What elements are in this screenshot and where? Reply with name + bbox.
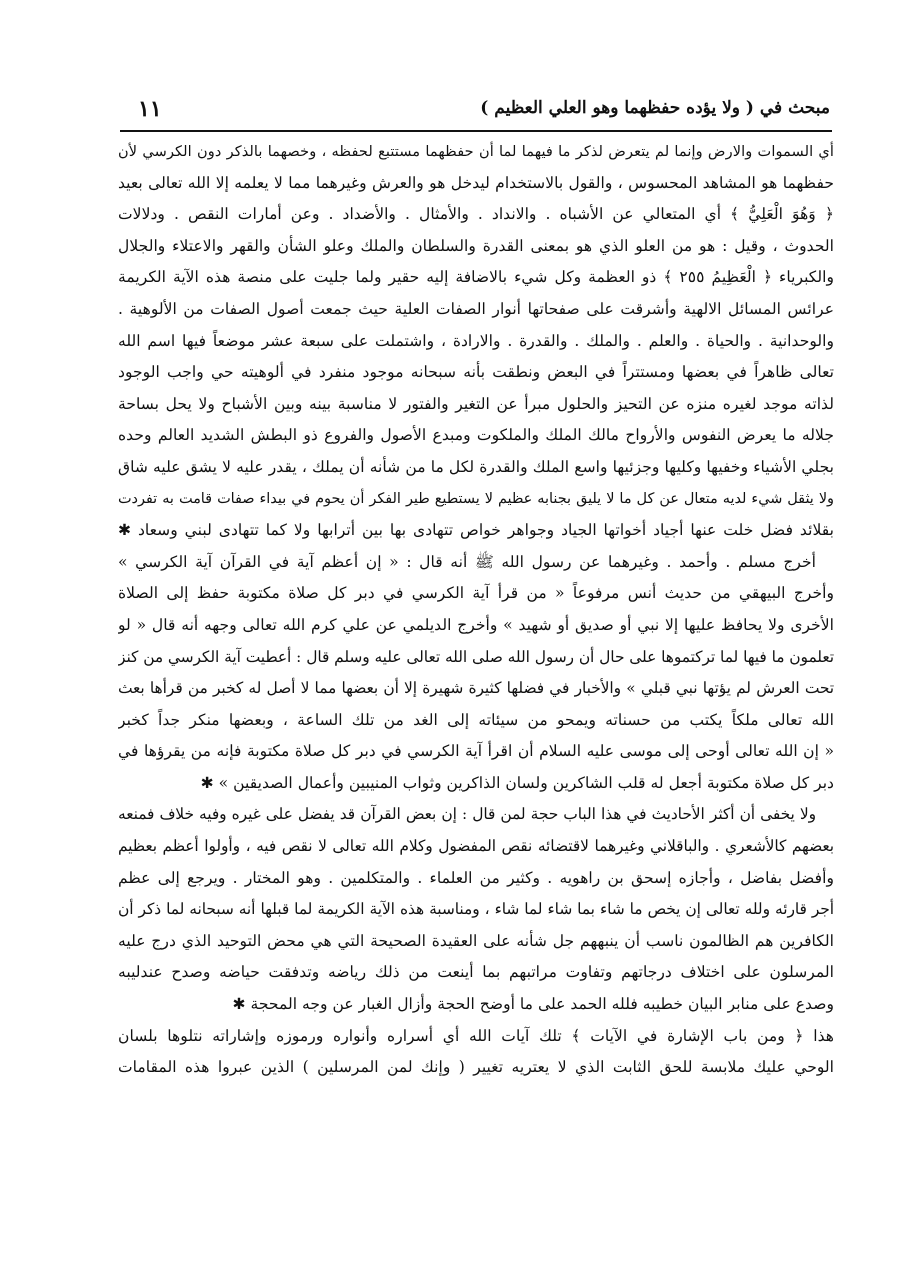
text-line: وأخرج البيهقي من حديث أنس مرفوعاً « من قرأ آية الكرسي في دبر كل صلاة مكتوبة حفظ إلى الصلاة [118,584,834,603]
text-line: المرسلون على اختلاف درجاتهم وتفاوت مراتبهم بما أينعت من ذلك رياضه وتدفقت حياضه وصدح عندليبه [118,963,834,982]
text-line: عرائس المسائل الالهية وأشرقت على صفحاتها أنوار الصفات العلية حيث جمعت أصول الصفات من الألوهية . [118,299,834,318]
text-line: ولا يخفى أن أكثر الأحاديث في هذا الباب حجة لمن قال : إن بعض القرآن قد يفضل على غيره وفيه خلاف فمنعه [118,805,816,824]
text-line: أي السموات والارض وإنما لم يتعرض لذكر ما فيهما لما أن حفظهما مستتبع لحفظه ، وخصهما بالذكر دون الكرسي لأن [118,143,834,160]
text-line: ولا يثقل شيء لديه متعال عن كل ما لا يليق بجنابه عظيم لا يستطيع طير الفكر أن يحوم في بيداء صفات قامت به تفردت [118,490,834,507]
text-line: أجر قارئه ولله تعالى إن يخص ما شاء بما شاء لما شاء ، ومناسبة هذه الآية الكريمة لما قبلها أنه سبحانه لما ذكر أن [118,900,834,919]
text-line: بجلي الأشياء وخفيها وكليها وجزئيها واسع الملك والقدرة لكل ما من شأنه أن يملك ، يقدر عليه لا يشق عليه شاق [118,457,834,476]
text-line: الحدوث ، وقيل : هو من العلو الذي هو بمعنى القدرة والسلطان والملك وعلو الشأن والقهر والاعتلاء والجلال [118,236,834,255]
text-line: والكبرياء ﴿ الْعَظِيمُ ٢٥٥ ﴾ ذو العظمة وكل شيء بالاضافة إليه حقير ولما جليت على منصة هذه الآية الكريمة [118,268,834,287]
page-header [120,96,830,130]
text-line: دبر كل صلاة مكتوبة أجعل له قلب الشاكرين ولسان الذاكرين وثواب المنيبين وأعمال الصديقين » ✱ [200,773,834,792]
text-line: وأفضل بفاضل ، وأجازه إسحق بن راهويه . وكثير من العلماء . والمتكلمين . وهو المختار . ويرجع إلى عظم [118,868,834,887]
page-number: ١١ [138,96,162,122]
text-line: وصدع على منابر البيان خطيبه فلله الحمد على ما أوضح الحجة وأزال الغبار عن وجه المحجة ✱ [232,995,834,1014]
text-line: جلاله ما يعرض النفوس والأرواح مالك الملك والملكوت ومبدع الأصول والفروع ذو البطش الشديد العالم وحده [118,426,834,445]
text-line: « إن الله تعالى أوحى إلى موسى عليه السلام أن اقرأ آية الكرسي في دبر كل صلاة مكتوبة فإنه من يقرؤها في [118,742,834,761]
text-line: ﴿ وَهُوَ الْعَلِيُّ ﴾ أي المتعالي عن الأشباه . والانداد . والأمثال . والأضداد . وعن أمارات النقص . ودلالات [118,205,834,224]
text-line: الأخرى ولا يحافظ عليها إلا نبي أو صديق أو شهيد » وأخرج الديلمي عن علي كرم الله تعالى وجهه أنه قال « لو [118,615,834,634]
text-line: الوحي عليك ملابسة للحق الثابت الذي لا يعتريه تغيير ( وإنك لمن المرسلين ) الذين عبروا هذه المقامات [118,1058,834,1077]
text-line: الله تعالى ملكاً يكتب من حسناته ويمحو من سيئاته إلى الغد من تلك الساعة ، وبعضها منكر جداً كخبر [118,710,834,729]
text-line: تحت العرش لم يؤتها نبي قبلي » والأخبار في فضلها كثيرة شهيرة إلا أن بعضها مما لا أصل له كخبر من قرأها بعث [118,679,834,698]
text-line: بقلائد فضل خلت عنها أجياد أخواتها الجياد وجواهر خواص تتهادى بها بين أترابها ولا كما تتهادى لبني وسعاد ✱ [118,521,834,540]
body-text [118,136,834,1084]
text-line: هذا ﴿ ومن باب الإشارة في الآيات ﴾ تلك آيات الله أي أسراره وأنواره ورموزه وإشاراته نتلوها بلسان [118,1026,834,1045]
text-line: لذاته موجد لغيره منزه عن التحيز والحلول مبرأ عن التغير والفتور لا مناسبة بينه وبين الأشباح ولا يحل بساحة [118,394,834,413]
text-line: تعلمون ما فيها لما تركتموها على حال أن رسول الله صلى الله تعالى عليه وسلم قال : أعطيت آية الكرسي من كنز [118,647,834,666]
text-line: حفظهما هو المشاهد المحسوس ، والقول بالاستخدام ليدخل هو والعرش وغيرهما مما لا يعلمه إلا الله تعالى بعيد [118,173,834,192]
text-line: تعالى ظاهراً في بعضها ومستتراً في البعض ونطقت بأنه سبحانه موجود منفرد في ألوهيته حي واجب الوجود [118,363,834,382]
text-line: الكافرين هم الظالمون ناسب أن ينبههم جل شأنه على العقيدة الصحيحة التي هي محض التوحيد الذي درج عليه [118,931,834,950]
text-line: بعضهم كالأشعري . والباقلاني وغيرهما لاقتضائه نقص المفضول وكلام الله تعالى لا نقص فيه ، وأولوا أعظم بعظيم [118,837,834,856]
text-line: والوحدانية . والحياة . والعلم . والملك . والقدرة . والارادة ، واشتملت على سبعة عشر موضعاً فيها اسم الله [118,331,834,350]
running-title: مبحث في ( ولا يؤده حفظهما وهو العلي العظيم ) [480,98,830,118]
text-line: أخرج مسلم . وأحمد . وغيرهما عن رسول الله ﷺ أنه قال : « إن أعظم آية في القرآن آية الكرسي » [118,552,816,571]
header-rule [120,130,832,132]
